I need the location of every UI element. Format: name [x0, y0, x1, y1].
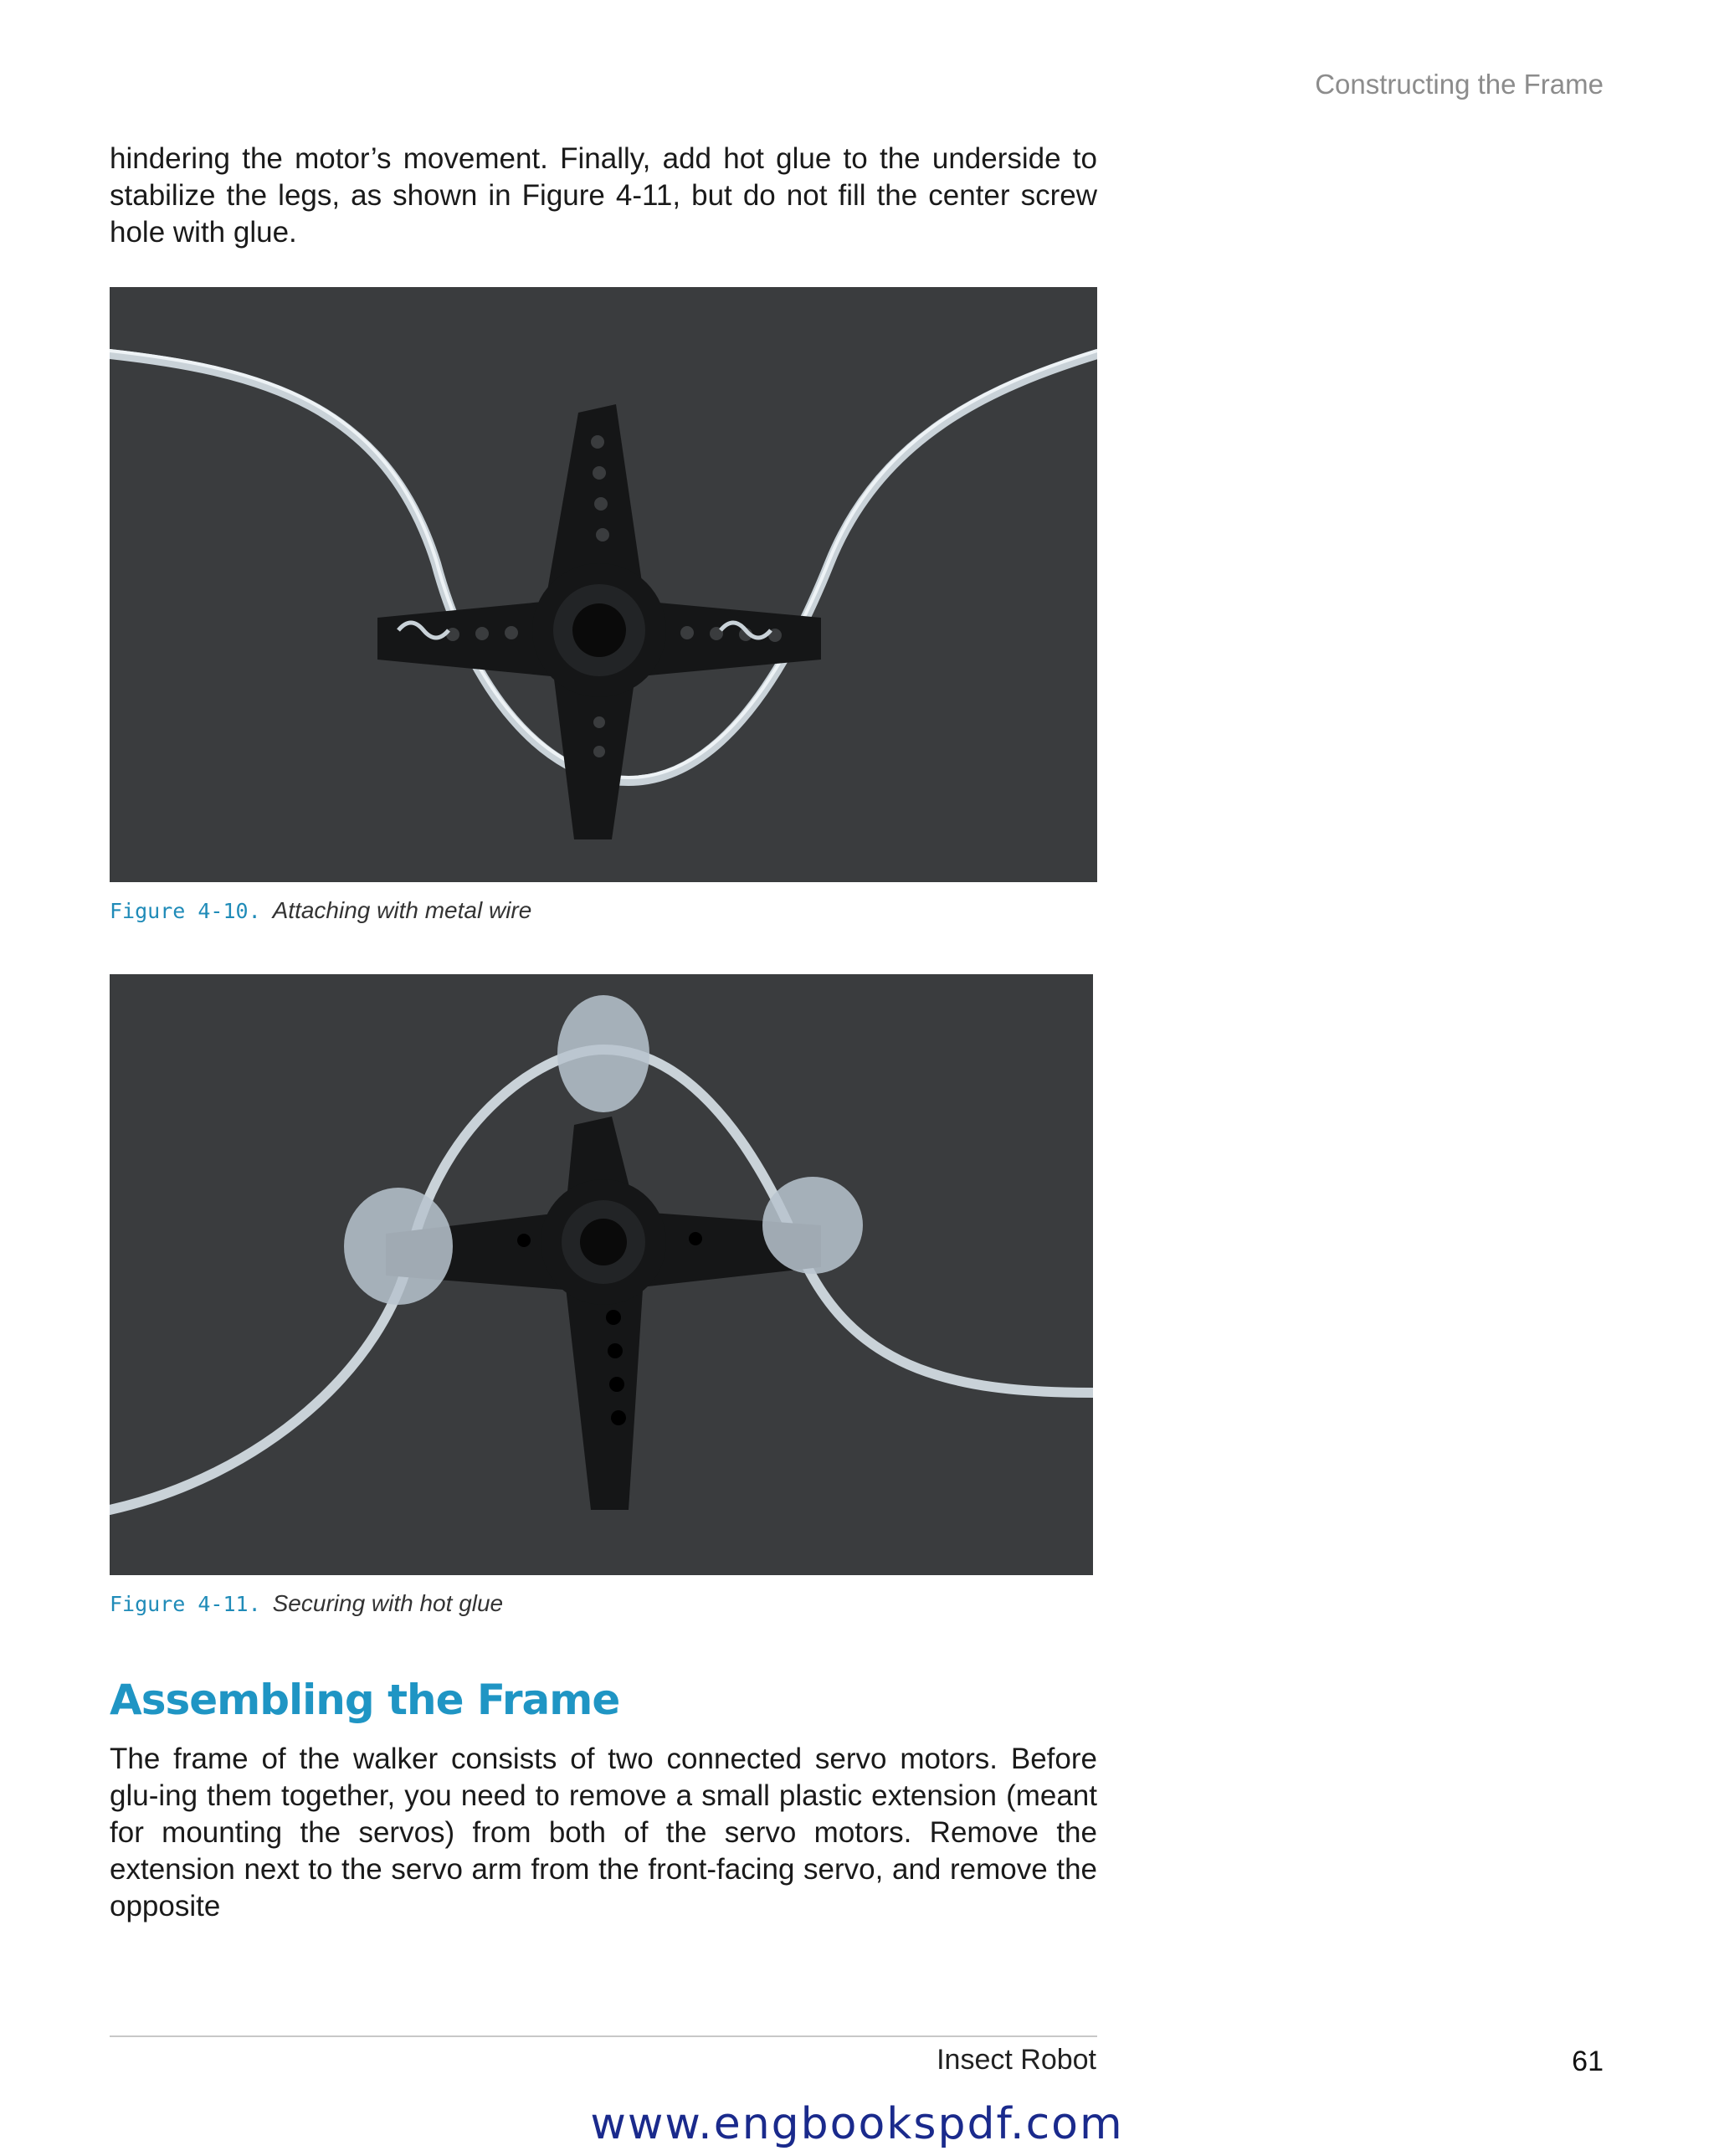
watermark-link[interactable]: www.engbookspdf.com [590, 2099, 1124, 2149]
figure-label: Figure 4-10. [110, 899, 261, 923]
servo-horn-hub [562, 1200, 645, 1284]
figure-4-10-photo [110, 287, 1097, 882]
footer-rule [110, 2035, 1097, 2037]
servo-arm-wire-photo [110, 287, 1097, 882]
page-number: 61 [1572, 2046, 1604, 2077]
figure-caption-text: Securing with hot glue [272, 1590, 504, 1616]
servo-arm-glue-photo [110, 974, 1093, 1575]
paragraph-section: The frame of the walker consists of two connected servo motors. Before glu-ing them together, you need to remove a small plastic extension (meant for mounting the servos) from both of the servo motors. Remove the extension next to the servo arm from the front-facing servo, and remove the opposite [110, 1743, 1097, 1922]
footer-chapter-title: Insect Robot [937, 2044, 1096, 2076]
servo-horn-hub [553, 584, 645, 676]
paragraph-top: hindering the motor’s movement. Finally, add hot glue to the underside to stabilize the legs, as shown in Figure 4-11, but do not fill the center screw hole with glue. [110, 142, 1097, 249]
figure-4-11-photo [110, 974, 1093, 1575]
running-head: Constructing the Frame [1315, 69, 1604, 100]
figure-4-11-caption [110, 1590, 503, 1617]
figure-caption-text: Attaching with metal wire [272, 897, 532, 923]
figure-label: Figure 4-11. [110, 1592, 261, 1616]
section-heading: Assembling the Frame [110, 1676, 620, 1724]
figure-4-10-caption [110, 897, 531, 924]
